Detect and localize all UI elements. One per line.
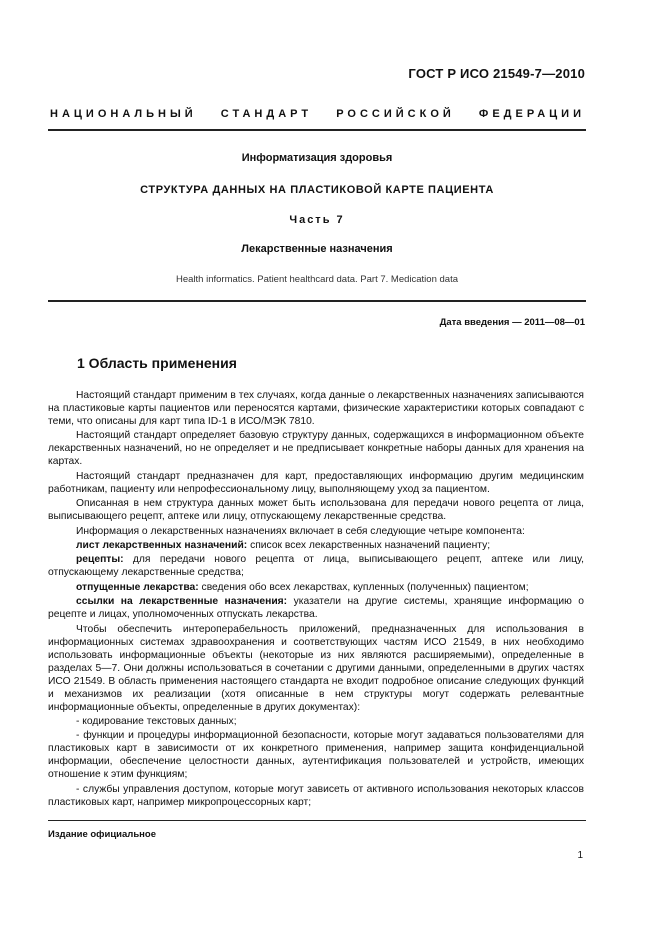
subtitle: Лекарственные назначения: [241, 243, 393, 255]
top-divider: [48, 129, 586, 131]
section-title: 1 Область применения: [77, 355, 237, 371]
introduction-date: Дата введения — 2011—08—01: [439, 317, 585, 328]
bullet-item: - службы управления доступом, которые могут зависеть от активного использования некоторых классов пластиковых карт, например микропроцессорных карт;: [48, 783, 584, 808]
list-item: [48, 539, 584, 552]
list-item: [48, 553, 584, 579]
paragraph: Настоящий стандарт определяет базовую структуру данных, содержащихся в информационном объекте лекарственных назначений, но не определяет и не предписывает конкретные наборы данных для хранения на картах.: [48, 430, 584, 468]
section-body: [48, 389, 584, 810]
list-item: [48, 581, 584, 594]
middle-divider: [48, 300, 586, 302]
paragraph: Описанная в нем структура данных может быть использована для передачи нового рецепта от лица, выписывающего рецепт, аптеке или лицу, отпускающему лекарственные средства.: [48, 498, 584, 523]
list-text: список всех лекарственных назначений пациенту;: [247, 539, 491, 551]
page-number: 1: [577, 850, 583, 861]
national-standard-banner: НАЦИОНАЛЬНЫЙ СТАНДАРТ РОССИЙСКОЙ ФЕДЕРАЦИИ: [50, 108, 585, 120]
list-term: рецепты:: [76, 554, 124, 566]
list-term: ссылки на лекарственные назначения:: [76, 596, 288, 608]
paragraph: Информация о лекарственных назначениях включает в себя следующие четыре компонента:: [76, 525, 525, 537]
list-item: [48, 595, 584, 621]
bullet-item: - функции и процедуры информационной безопасности, которые могут задаваться пользователями для пластиковых карт в зависимости от их конкретного применения, например защита конфиденциальной информации, обеспечение целостности данных, аутентификация пользователей и устройств, имеющих отношение к этим функциям;: [48, 730, 584, 781]
list-text: для передачи нового рецепта от лица, выписывающего рецепт, аптеке или лицу, отпускающему лекарственные средства;: [48, 554, 584, 579]
list-term: лист лекарственных назначений:: [76, 539, 248, 551]
title-field: Информатизация здоровья: [241, 152, 393, 164]
paragraph: Настоящий стандарт применим в тех случаях, когда данные о лекарственных назначениях записываются на пластиковые карты пациентов или переносятся картами, физические характеристики которых совпадают с теми, что описаны для карт типа ID-1 в ИСО/МЭК 7810.: [48, 390, 584, 427]
footer-divider: [48, 820, 586, 821]
official-edition: Издание официальное: [48, 829, 156, 840]
main-title: СТРУКТУРА ДАННЫХ НА ПЛАСТИКОВОЙ КАРТЕ ПАЦИЕНТА: [140, 184, 494, 196]
document-id: ГОСТ Р ИСО 21549-7—2010: [408, 66, 585, 81]
paragraph: Настоящий стандарт предназначен для карт, предоставляющих информацию другим медицинским работникам, пациенту или непрофессиональному лицу, выполняющему уход за пациентом.: [48, 470, 584, 495]
list-text: указатели на другие системы, хранящие информацию о рецепте и лицах, уполномоченных отпускать лекарства.: [48, 596, 584, 621]
part-label: Часть 7: [289, 214, 345, 226]
paragraph: Чтобы обеспечить интероперабельность приложений, предназначенных для использования в информационных системах здравоохранения и соответствующих частям ИСО 21549, в них необходимо использовать информационные объекты (некоторые из них являются расширяемыми), определенные в разделах 5—7. Они должны использоваться в сочетании с другими данными, определенными в других частях ИСО 21549. В область применения настоящего стандарта не входит подробное описание следующих функций и механизмов их реализации (хотя описанные в нем структуры могут содержать релевантные информационные объекты, определенные в других документах):: [48, 623, 584, 713]
english-title: Health informatics. Patient healthcard data. Part 7. Medication data: [176, 274, 458, 285]
bullet-item: - кодирование текстовых данных;: [76, 715, 237, 727]
list-text: сведения обо всех лекарствах, купленных (полученных) пациентом;: [198, 581, 529, 593]
list-term: отпущенные лекарства:: [76, 581, 199, 593]
